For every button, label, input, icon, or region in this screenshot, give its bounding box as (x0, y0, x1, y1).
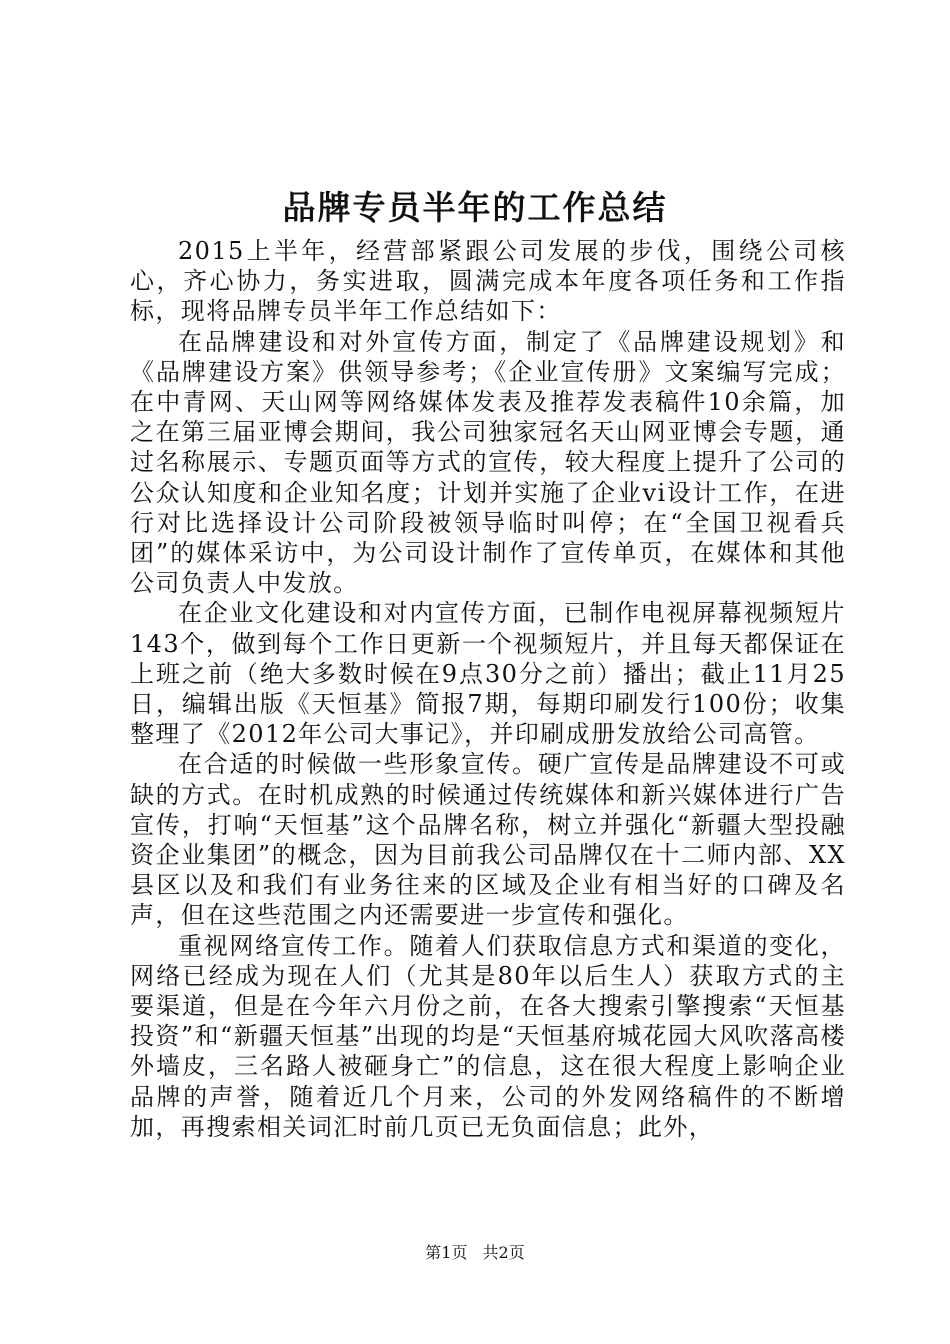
paragraph-online-promotion: 重视网络宣传工作。随着人们获取信息方式和渠道的变化，网络已经成为现在人们（尤其是80年以后生人）获取方式的主要渠道，但是在今年六月份之前，在各大搜索引擎搜索“天恒基投资”和“新疆天恒基”出现的均是“天恒基府城花园大风吹落高楼外墙皮，三名路人被砸身亡”的信息，这在很大程度上影响企业品牌的声誉，随着近几个月来，公司的外发网络稿件的不断增加，再搜索相关词汇时前几页已无负面信息；此外， (130, 931, 846, 1141)
paragraph-brand-building: 在品牌建设和对外宣传方面，制定了《品牌建设规划》和《品牌建设方案》供领导参考；《企业宣传册》文案编写完成；在中青网、天山网等网络媒体发表及推荐发表稿件10余篇，加之在第三届亚博会期间，我公司独家冠名天山网亚博会专题，通过名称展示、专题页面等方式的宣传，较大程度上提升了公司的公众认知度和企业知名度；计划并实施了企业vi设计工作，在进行对比选择设计公司阶段被领导临时叫停；在“全国卫视看兵团”的媒体采访中，为公司设计制作了宣传单页，在媒体和其他公司负责人中发放。 (130, 327, 846, 598)
document-title: 品牌专员半年的工作总结 (282, 188, 668, 227)
page-number: 第1页 (425, 1243, 468, 1262)
document-body (130, 236, 846, 1142)
page-total: 共2页 (482, 1243, 525, 1262)
page-footer (0, 1242, 950, 1264)
paragraph-intro: 2015上半年，经营部紧跟公司发展的步伐，围绕公司核心，齐心协力，务实进取，圆满完成本年度各项任务和工作指标，现将品牌专员半年工作总结如下： (130, 237, 846, 326)
paragraph-image-promotion: 在合适的时候做一些形象宣传。硬广宣传是品牌建设不可或缺的方式。在时机成熟的时候通过传统媒体和新兴媒体进行广告宣传，打响“天恒基”这个品牌名称，树立并强化“新疆大型投融资企业集团”的概念，因为目前我公司品牌仅在十二师内部、XX县区以及和我们有业务往来的区域及企业有相当好的口碑及名声，但在这些范围之内还需要进一步宣传和强化。 (130, 750, 846, 930)
paragraph-corporate-culture: 在企业文化建设和对内宣传方面，已制作电视屏幕视频短片143个，做到每个工作日更新一个视频短片，并且每天都保证在上班之前（绝大多数时候在9点30分之前）播出；截止11月25日，编辑出版《天恒基》简报7期，每期印刷发行100份；收集整理了《2012年公司大事记》，并印刷成册发放给公司高管。 (130, 599, 846, 749)
